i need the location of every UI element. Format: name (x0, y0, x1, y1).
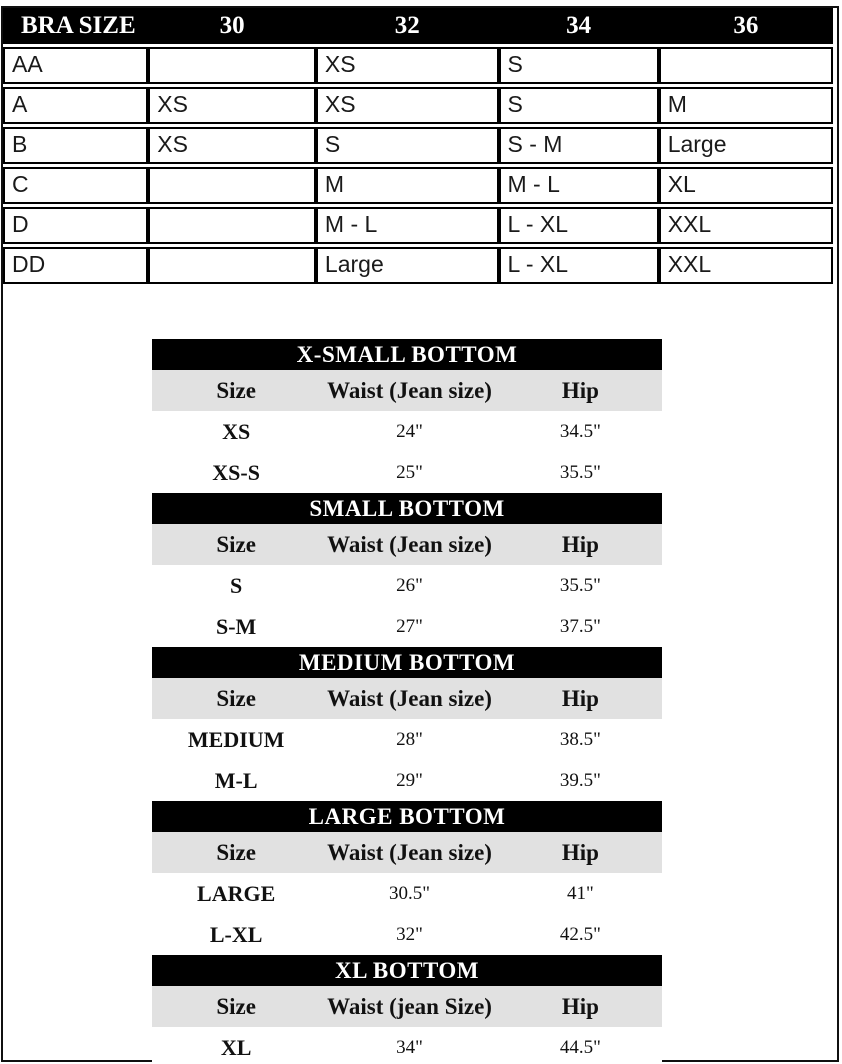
bottom-size-tables (152, 339, 662, 1064)
section-data-row (152, 1027, 662, 1064)
section-data-row (152, 452, 662, 493)
section-column-header: Size (152, 524, 320, 565)
band-size-column-header: 36 (659, 8, 833, 44)
bra-size-column-title: BRA SIZE (3, 8, 148, 44)
waist-value-cell: 32" (320, 914, 499, 955)
hip-value-cell: 39.5" (499, 760, 662, 801)
cup-size-label: D (3, 207, 148, 244)
section-column-header: Size (152, 832, 320, 873)
band-size-column-header: 30 (148, 8, 316, 44)
equivalent-size-cell: L - XL (499, 207, 659, 244)
size-label-cell: XS-S (152, 452, 320, 493)
section-header-row (152, 370, 662, 411)
equivalent-size-cell (148, 207, 316, 244)
equivalent-size-cell: M - L (499, 167, 659, 204)
waist-value-cell: 25" (320, 452, 499, 493)
section-title: MEDIUM BOTTOM (152, 647, 662, 678)
hip-value-cell: 41" (499, 873, 662, 914)
section-title-row (152, 339, 662, 370)
hip-value-cell: 35.5" (499, 565, 662, 606)
hip-value-cell: 34.5" (499, 411, 662, 452)
bottom-size-section (152, 493, 662, 647)
section-title: XL BOTTOM (152, 955, 662, 986)
section-data-row (152, 719, 662, 760)
equivalent-size-cell: M - L (316, 207, 499, 244)
section-header-row (152, 832, 662, 873)
section-title-row (152, 647, 662, 678)
waist-value-cell: 26" (320, 565, 499, 606)
section-column-header: Size (152, 370, 320, 411)
equivalent-size-cell (659, 47, 833, 84)
equivalent-size-cell: XS (316, 47, 499, 84)
bra-size-table (3, 5, 833, 287)
bra-size-row (3, 207, 833, 244)
section-data-row (152, 873, 662, 914)
waist-value-cell: 30.5" (320, 873, 499, 914)
cup-size-label: AA (3, 47, 148, 84)
size-label-cell: XL (152, 1027, 320, 1064)
bottom-size-section (152, 339, 662, 493)
bottom-size-section (152, 801, 662, 955)
equivalent-size-cell: XXL (659, 247, 833, 284)
section-column-header: Hip (499, 832, 662, 873)
section-header-row (152, 678, 662, 719)
equivalent-size-cell: XS (148, 127, 316, 164)
section-column-header: Size (152, 678, 320, 719)
cup-size-label: DD (3, 247, 148, 284)
section-data-row (152, 606, 662, 647)
waist-value-cell: 29" (320, 760, 499, 801)
equivalent-size-cell: XL (659, 167, 833, 204)
bra-size-header-row (3, 8, 833, 44)
section-column-header: Waist (jean Size) (320, 986, 499, 1027)
bra-size-row (3, 127, 833, 164)
cup-size-label: B (3, 127, 148, 164)
cup-size-label: C (3, 167, 148, 204)
section-column-header: Waist (Jean size) (320, 832, 499, 873)
section-column-header: Hip (499, 678, 662, 719)
waist-value-cell: 28" (320, 719, 499, 760)
section-title-row (152, 955, 662, 986)
equivalent-size-cell: XXL (659, 207, 833, 244)
section-column-header: Size (152, 986, 320, 1027)
section-column-header: Hip (499, 524, 662, 565)
size-label-cell: LARGE (152, 873, 320, 914)
section-column-header: Waist (Jean size) (320, 370, 499, 411)
section-data-row (152, 914, 662, 955)
size-label-cell: S-M (152, 606, 320, 647)
section-column-header: Hip (499, 986, 662, 1027)
waist-value-cell: 34" (320, 1027, 499, 1064)
equivalent-size-cell: M (316, 167, 499, 204)
hip-value-cell: 42.5" (499, 914, 662, 955)
section-column-header: Waist (Jean size) (320, 678, 499, 719)
waist-value-cell: 27" (320, 606, 499, 647)
cup-size-label: A (3, 87, 148, 124)
hip-value-cell: 38.5" (499, 719, 662, 760)
section-data-row (152, 760, 662, 801)
size-label-cell: M-L (152, 760, 320, 801)
section-column-header: Hip (499, 370, 662, 411)
section-data-row (152, 565, 662, 606)
section-title: SMALL BOTTOM (152, 493, 662, 524)
equivalent-size-cell (148, 167, 316, 204)
bra-size-row (3, 87, 833, 124)
bottom-size-section (152, 647, 662, 801)
equivalent-size-cell: XS (148, 87, 316, 124)
size-label-cell: MEDIUM (152, 719, 320, 760)
section-title-row (152, 493, 662, 524)
section-header-row (152, 524, 662, 565)
section-title: LARGE BOTTOM (152, 801, 662, 832)
section-title: X-SMALL BOTTOM (152, 339, 662, 370)
hip-value-cell: 35.5" (499, 452, 662, 493)
equivalent-size-cell: S (316, 127, 499, 164)
hip-value-cell: 37.5" (499, 606, 662, 647)
equivalent-size-cell (148, 247, 316, 284)
section-data-row (152, 411, 662, 452)
equivalent-size-cell: S - M (499, 127, 659, 164)
equivalent-size-cell: M (659, 87, 833, 124)
section-title-row (152, 801, 662, 832)
bra-size-row (3, 167, 833, 204)
section-header-row (152, 986, 662, 1027)
waist-value-cell: 24" (320, 411, 499, 452)
equivalent-size-cell: Large (659, 127, 833, 164)
equivalent-size-cell: Large (316, 247, 499, 284)
hip-value-cell: 44.5" (499, 1027, 662, 1064)
bra-size-row (3, 247, 833, 284)
equivalent-size-cell (148, 47, 316, 84)
size-label-cell: S (152, 565, 320, 606)
section-column-header: Waist (Jean size) (320, 524, 499, 565)
band-size-column-header: 34 (499, 8, 659, 44)
equivalent-size-cell: S (499, 47, 659, 84)
size-label-cell: XS (152, 411, 320, 452)
size-label-cell: L-XL (152, 914, 320, 955)
equivalent-size-cell: XS (316, 87, 499, 124)
equivalent-size-cell: S (499, 87, 659, 124)
bra-size-row (3, 47, 833, 84)
page-frame (1, 6, 839, 1062)
band-size-column-header: 32 (316, 8, 499, 44)
equivalent-size-cell: L - XL (499, 247, 659, 284)
bottom-size-section (152, 955, 662, 1064)
